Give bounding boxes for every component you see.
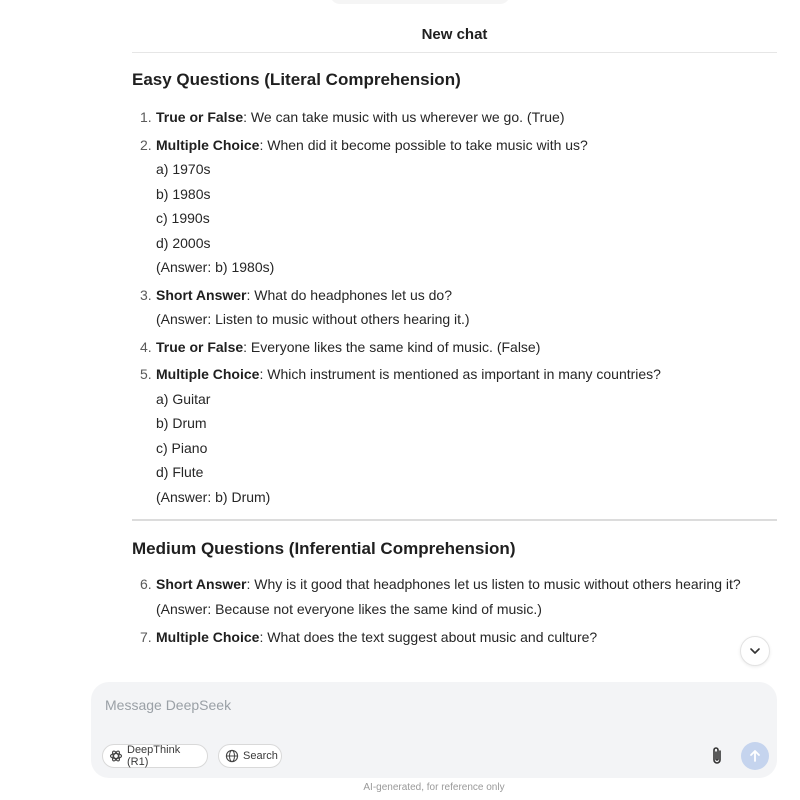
question-item — [132, 625, 777, 650]
question-type: True or False — [156, 109, 244, 125]
question-text: : We can take music with us wherever we go. (True) — [243, 109, 565, 125]
question-number: 4. — [140, 338, 152, 355]
section-divider — [132, 519, 777, 521]
question-type: Short Answer — [156, 286, 247, 303]
question-type: Multiple Choice — [156, 366, 260, 382]
globe-icon — [225, 749, 239, 763]
chat-title: New chat — [421, 25, 488, 43]
search-label: Search — [243, 750, 278, 762]
question-item — [132, 362, 777, 509]
question-text: : What do headphones let us do? — [246, 286, 452, 303]
question-item — [132, 283, 777, 332]
question-item — [132, 133, 777, 280]
question-type: Multiple Choice — [156, 136, 260, 153]
question-text: : Which instrument is mentioned as important in many countries? — [259, 366, 661, 382]
option-line: a) Guitar — [156, 390, 211, 407]
question-number: 7. — [140, 629, 152, 645]
question-list — [132, 105, 777, 509]
question-number: 5. — [140, 366, 152, 382]
deepthink-icon — [109, 749, 123, 763]
search-button[interactable] — [218, 744, 282, 768]
message-input[interactable] — [103, 692, 667, 718]
question-text: : When did it become possible to take music with us? — [259, 136, 588, 153]
option-line: b) Drum — [156, 415, 207, 431]
question-type: Short Answer — [156, 576, 247, 592]
question-type: True or False — [156, 338, 244, 355]
question-number: 1. — [140, 109, 152, 125]
section-medium — [132, 538, 777, 650]
answer-line: (Answer: b) 1980s) — [156, 259, 275, 275]
send-button[interactable] — [741, 742, 769, 770]
option-line: d) Flute — [156, 464, 204, 480]
chat-message — [132, 52, 777, 681]
question-number: 2. — [140, 136, 152, 153]
arrow-up-icon — [748, 749, 762, 763]
option-line: b) 1980s — [156, 185, 211, 202]
scroll-to-bottom-button[interactable] — [740, 636, 770, 666]
answer-line: (Answer: b) Drum) — [156, 488, 271, 505]
option-line: c) Piano — [156, 439, 208, 456]
attach-button[interactable] — [706, 743, 728, 769]
answer-line: (Answer: Listen to music without others hearing it.) — [156, 311, 470, 327]
answer-line: (Answer: Because not everyone likes the same kind of music.) — [156, 600, 542, 617]
section-easy — [132, 69, 777, 509]
option-line: a) 1970s — [156, 161, 211, 177]
section-title: Easy Questions (Literal Comprehension) — [132, 70, 461, 89]
disclaimer: AI-generated, for reference only — [363, 782, 505, 793]
chat-header — [132, 0, 777, 53]
question-text: : What does the text suggest about music and culture? — [259, 629, 598, 645]
option-line: c) 1990s — [156, 210, 210, 226]
question-text: : Why is it good that headphones let us listen to music without others hearing it? — [246, 576, 741, 592]
question-type: Multiple Choice — [156, 629, 260, 645]
question-number: 3. — [140, 286, 152, 303]
deepthink-button[interactable] — [102, 744, 208, 768]
section-title: Medium Questions (Inferential Comprehension) — [132, 539, 516, 558]
deepthink-label: DeepThink (R1) — [127, 744, 181, 768]
question-text: : Everyone likes the same kind of music. (False) — [243, 338, 541, 355]
chevron-down-icon — [748, 644, 762, 658]
question-number: 6. — [140, 576, 152, 592]
question-list — [132, 572, 777, 650]
question-item — [132, 105, 777, 130]
option-line: d) 2000s — [156, 234, 211, 251]
question-item — [132, 572, 777, 621]
question-item — [132, 335, 777, 360]
paperclip-icon — [709, 745, 725, 767]
